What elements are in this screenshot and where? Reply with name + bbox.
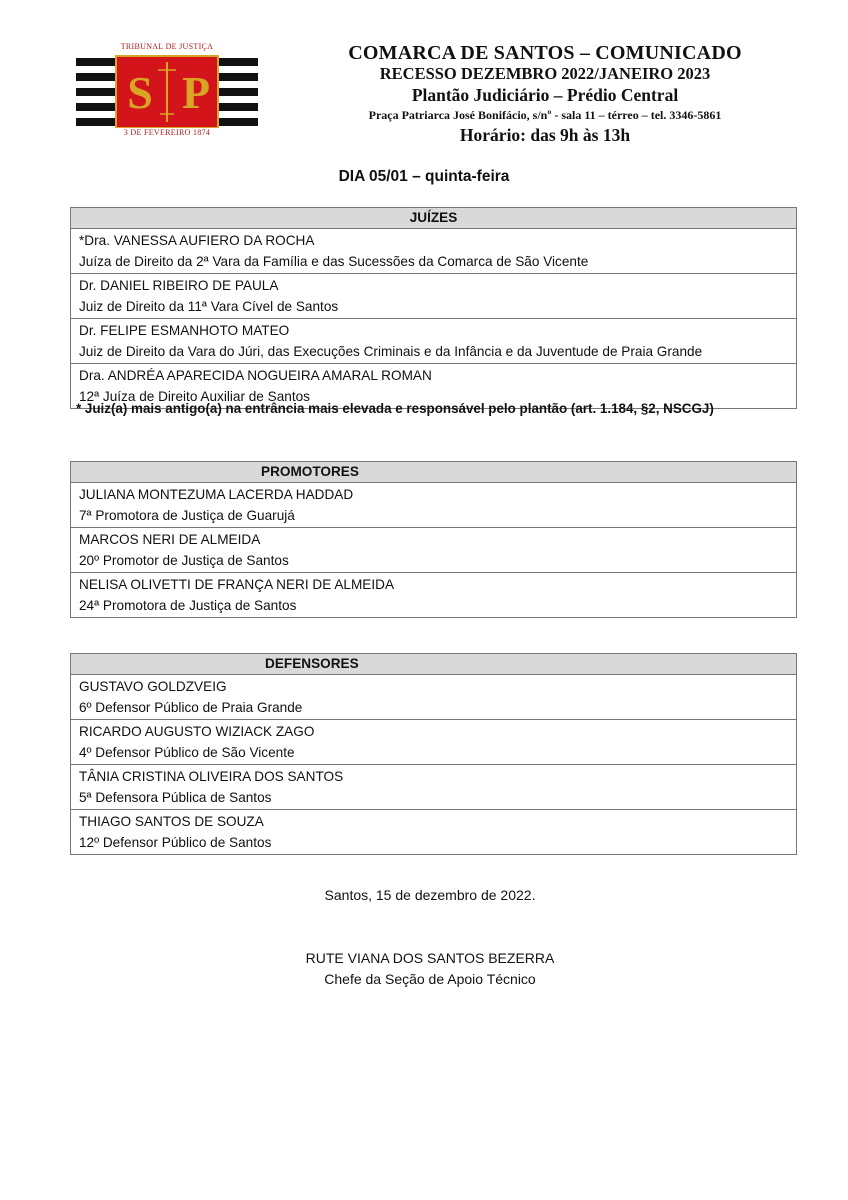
logo-letter-p: P: [181, 67, 211, 118]
prosecutors-table: [70, 461, 797, 618]
person-role: 12ª Juíza de Direito Auxiliar de Santos: [79, 389, 310, 404]
person-role: Juiz de Direito da Vara do Júri, das Execuções Criminais e da Infância e da Juventude de Praia Grande: [79, 344, 703, 359]
prosecutors-heading: PROMOTORES: [71, 462, 797, 483]
person-name: RICARDO AUGUSTO WIZIACK ZAGO: [79, 724, 315, 739]
person-name: GUSTAVO GOLDZVEIG: [79, 679, 227, 694]
table-row: [71, 483, 797, 528]
signatory-name: RUTE VIANA DOS SANTOS BEZERRA: [305, 950, 555, 966]
logo-top-text: TRIBUNAL DE JUSTIÇA: [120, 42, 214, 51]
table-row: [71, 319, 797, 364]
document-header: [295, 42, 795, 146]
table-row: [71, 765, 797, 810]
person-role: 4º Defensor Público de São Vicente: [79, 745, 295, 760]
day-title: DIA 05/01 – quinta-feira: [338, 168, 510, 185]
table-row: [71, 528, 797, 573]
document-subtitle: RECESSO DEZEMBRO 2022/JANEIRO 2023: [379, 64, 711, 83]
table-row: [71, 810, 797, 855]
person-name: *Dra. VANESSA AUFIERO DA ROCHA: [79, 233, 315, 248]
person-role: 6º Defensor Público de Praia Grande: [79, 700, 303, 715]
sao-paulo-flag-emblem-icon: [76, 54, 258, 128]
person-role: 5ª Defensora Pública de Santos: [79, 790, 272, 805]
person-role: 7ª Promotora de Justiça de Guarujá: [79, 508, 295, 523]
person-name: JULIANA MONTEZUMA LACERDA HADDAD: [79, 487, 354, 502]
judges-footnote: * Juiz(a) mais antigo(a) na entrância mais elevada e responsável pelo plantão (art. 1.184, §2, NSCGJ): [76, 401, 714, 416]
table-row: [71, 229, 797, 274]
person-name: Dra. ANDRÉA APARECIDA NOGUEIRA AMARAL ROMAN: [79, 368, 432, 383]
judges-heading: JUÍZES: [71, 208, 797, 229]
opening-hours: Horário: das 9h às 13h: [459, 125, 631, 145]
table-row: [71, 573, 797, 618]
defenders-heading: DEFENSORES: [71, 654, 797, 675]
person-role: Juíza de Direito da 2ª Vara da Família e das Sucessões da Comarca de São Vicente: [79, 254, 589, 269]
signatory-role: Chefe da Seção de Apoio Técnico: [324, 971, 536, 987]
person-role: 20º Promotor de Justiça de Santos: [79, 553, 289, 568]
person-name: MARCOS NERI DE ALMEIDA: [79, 532, 261, 547]
place-and-date: Santos, 15 de dezembro de 2022.: [324, 887, 536, 903]
person-name: THIAGO SANTOS DE SOUZA: [79, 814, 264, 829]
person-role: Juiz de Direito da 11ª Vara Cível de Santos: [79, 299, 339, 314]
logo-bottom-text: 3 DE FEVEREIRO 1874: [123, 128, 211, 137]
person-role: 24ª Promotora de Justiça de Santos: [79, 598, 297, 613]
person-name: Dr. FELIPE ESMANHOTO MATEO: [79, 323, 290, 338]
defenders-table: [70, 653, 797, 855]
logo-letter-s: S: [127, 67, 153, 118]
person-name: TÂNIA CRISTINA OLIVEIRA DOS SANTOS: [79, 769, 344, 784]
judges-table: [70, 207, 797, 409]
court-logo: [76, 42, 258, 142]
table-row: [71, 720, 797, 765]
person-role: 12º Defensor Público de Santos: [79, 835, 272, 850]
table-row: [71, 675, 797, 720]
table-row: [71, 274, 797, 319]
document-title: COMARCA DE SANTOS – COMUNICADO: [348, 42, 742, 64]
person-name: NELISA OLIVETTI DE FRANÇA NERI DE ALMEIDA: [79, 577, 395, 592]
service-name: Plantão Judiciário – Prédio Central: [411, 85, 679, 105]
person-name: Dr. DANIEL RIBEIRO DE PAULA: [79, 278, 279, 293]
address: Praça Patriarca José Bonifácio, s/nº - sala 11 – térreo – tel. 3346-5861: [368, 108, 722, 122]
